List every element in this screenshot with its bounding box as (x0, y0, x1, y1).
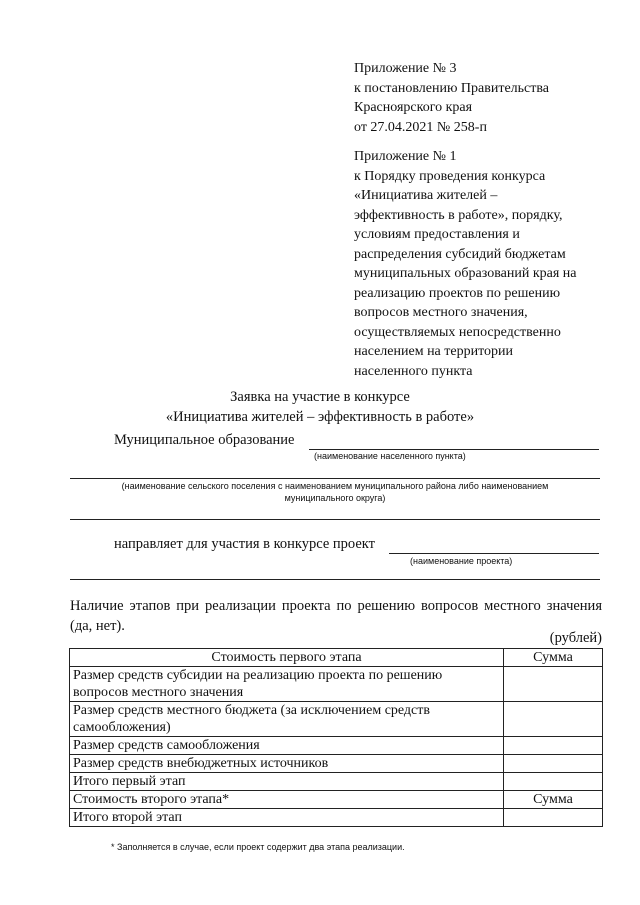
rural-settlement-hint-1: (наименование сельского поселения с наименованием муниципального района либо наименованием (121, 481, 549, 491)
project-extra-input-line[interactable] (70, 579, 600, 580)
municipality-input-line[interactable] (309, 449, 599, 450)
extra-input-line[interactable] (70, 519, 600, 520)
table-cell-value[interactable] (504, 755, 603, 773)
rural-settlement-hint-2: муниципального округа) (284, 493, 386, 503)
appendix-3-block (354, 59, 549, 137)
appendix-1-block (354, 147, 577, 381)
table-row (70, 737, 603, 755)
table-cell-value[interactable] (504, 773, 603, 791)
costs-table (69, 648, 603, 827)
table-row (70, 791, 603, 809)
project-input-line[interactable] (389, 553, 599, 554)
table-row (70, 702, 603, 737)
appendix-1-line: к Порядку проведения конкурса (354, 168, 546, 184)
table-header-cell: Стоимость первого этапа (70, 649, 504, 667)
document-title (0, 387, 640, 427)
table-cell-value[interactable] (504, 809, 603, 827)
appendix-1-line: осуществляемых непосредственно (354, 324, 561, 340)
title-line-1: Заявка на участие в конкурсе (230, 389, 410, 405)
appendix-1-line: населением на территории (354, 344, 514, 359)
appendix-3-line: к постановлению Правительства (354, 80, 550, 96)
appendix-1-line: Приложение № 1 (354, 149, 457, 164)
footnote: * Заполняется в случае, если проект содержит два этапа реализации. (111, 842, 405, 852)
appendix-1-line: условиям предоставления и (354, 227, 520, 242)
table-cell-value[interactable] (504, 737, 603, 755)
table-row (70, 649, 603, 667)
units-label: (рублей) (549, 630, 602, 646)
sends-project-label: направляет для участия в конкурсе проект (114, 536, 375, 552)
table-cell-label: Итого второй этап (70, 809, 504, 827)
appendix-3-line: Приложение № 3 (354, 61, 457, 76)
table-row (70, 667, 603, 702)
appendix-1-line: муниципальных образований края на (354, 266, 577, 281)
appendix-3-line: от 27.04.2021 № 258-п (354, 119, 487, 135)
table-cell-label: Размер средств самообложения (70, 737, 504, 755)
table-cell-label: Размер средств внебюджетных источников (70, 755, 504, 773)
appendix-1-line: распределения субсидий бюджетам (354, 246, 566, 262)
table-cell-value[interactable] (504, 667, 603, 702)
table-row (70, 809, 603, 827)
appendix-1-line: «Инициатива жителей – (354, 188, 498, 203)
appendix-1-line: населенного пункта (354, 363, 473, 379)
appendix-1-line: реализацию проектов по решению (354, 285, 561, 301)
table-cell-label: Стоимость второго этапа* (70, 791, 504, 809)
appendix-1-line: эффективность в работе», порядку, (354, 207, 563, 223)
table-row (70, 773, 603, 791)
table-cell-label: Размер средств субсидии на реализацию проекта по решению вопросов местного значения (70, 667, 504, 702)
table-cell-value: Сумма (504, 791, 603, 809)
table-row (70, 755, 603, 773)
table-cell-value[interactable] (504, 702, 603, 737)
settlement-hint: (наименование населенного пункта) (314, 451, 466, 461)
table-cell-label: Итого первый этап (70, 773, 504, 791)
table-header-cell: Сумма (504, 649, 603, 667)
rural-settlement-input-line[interactable] (70, 478, 600, 479)
appendix-1-line: вопросов местного значения, (354, 305, 528, 320)
stages-paragraph: Наличие этапов при реализации проекта по решению вопросов местного значения (да, нет). (70, 598, 602, 634)
table-cell-label: Размер средств местного бюджета (за исключением средств самообложения) (70, 702, 504, 737)
title-line-2: «Инициатива жителей – эффективность в работе» (165, 409, 475, 425)
municipality-label: Муниципальное образование (114, 432, 295, 448)
project-hint: (наименование проекта) (410, 556, 513, 566)
appendix-3-line: Красноярского края (354, 100, 473, 115)
